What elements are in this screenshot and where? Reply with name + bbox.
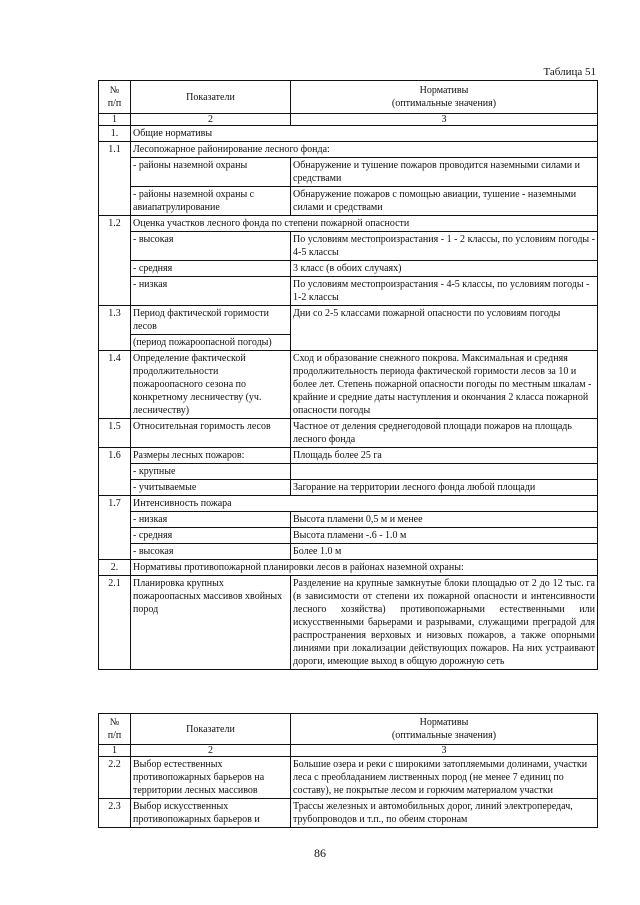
norm-cell: Высота пламени 0,5 м и менее xyxy=(291,512,598,528)
page-number: 86 xyxy=(314,846,326,860)
norm-cell: Обнаружение и тушение пожаров проводится наземными силами и средствами xyxy=(291,158,598,187)
indicator-cell: - высокая xyxy=(131,232,291,261)
column-numbers-row xyxy=(99,114,598,126)
norm-cell: Большие озера и реки с широкими затопляемыми долинами, участки леса с преобладанием лиственных пород (не менее 7 единиц по составу), не покрытые лесом и горючим материалом участки xyxy=(291,757,598,799)
col-number: 1 xyxy=(99,745,131,757)
section-title: Нормативы противопожарной планировки лесов в районах наземной охраны: xyxy=(131,560,598,576)
indicator-cell: - районы наземной охраны xyxy=(131,158,291,187)
indicator-cell: Относительная горимость лесов xyxy=(131,419,291,448)
table-row xyxy=(99,528,598,544)
indicator-cell: Период фактической горимости лесов xyxy=(131,306,291,335)
table-row xyxy=(99,757,598,799)
row-heading: Интенсивность пожара xyxy=(131,496,598,512)
norm-cell: По условиям местопроизрастания - 1 - 2 классы, по условиям погоды - 4-5 классы xyxy=(291,232,598,261)
table-row xyxy=(99,448,598,464)
table-row xyxy=(99,480,598,496)
table-row xyxy=(99,187,598,216)
norm-cell: Высота пламени -.6 - 1.0 м xyxy=(291,528,598,544)
norm-cell: По условиям местопроизрастания - 4-5 классы, по условиям погоды - 1-2 классы xyxy=(291,277,598,306)
indicator-cell: - крупные xyxy=(131,464,291,480)
table-row xyxy=(99,351,598,419)
table-row xyxy=(99,306,598,335)
column-numbers-row xyxy=(99,745,598,757)
header-num: № п/п xyxy=(99,714,131,745)
row-number: 1.6 xyxy=(99,448,131,496)
col-number: 3 xyxy=(291,114,598,126)
table-row xyxy=(99,126,598,142)
indicator-cell: (период пожароопасной погоды) xyxy=(131,335,291,351)
header-norms: Нормативы (оптимальные значения) xyxy=(291,81,598,114)
norm-cell: Частное от деления среднегодовой площади пожаров на площадь лесного фонда xyxy=(291,419,598,448)
row-number: 1.4 xyxy=(99,351,131,419)
table-row xyxy=(99,142,598,158)
indicator-cell: Планировка крупных пожароопасных массивов хвойных пород xyxy=(131,576,291,670)
indicator-cell: - низкая xyxy=(131,277,291,306)
table-row xyxy=(99,496,598,512)
header-num: № п/п xyxy=(99,81,131,114)
header-indicators: Показатели xyxy=(131,714,291,745)
row-number: 2.1 xyxy=(99,576,131,670)
norms-table-1 xyxy=(98,80,598,670)
table-row xyxy=(99,277,598,306)
indicator-cell: - высокая xyxy=(131,544,291,560)
indicator-cell: Определение фактической продолжительности пожароопасного сезона по конкретному лесничеству (уч. лесничеству) xyxy=(131,351,291,419)
row-number: 2. xyxy=(99,560,131,576)
col-number: 3 xyxy=(291,745,598,757)
col-number: 2 xyxy=(131,114,291,126)
indicator-cell: - низкая xyxy=(131,512,291,528)
row-number: 1.2 xyxy=(99,216,131,306)
table-row xyxy=(99,216,598,232)
indicator-cell: Выбор искусственных противопожарных барьеров и xyxy=(131,799,291,828)
norm-cell: Обнаружение пожаров с помощью авиации, тушение - наземными силами и средствами xyxy=(291,187,598,216)
norm-cell: Разделение на крупные замкнутые блоки площадью от 2 до 12 тыс. га (в зависимости от степени их пожарной опасности и интенсивности лесного хозяйства) противопожарными естественными или искусственными барьерами и разрывами, служащими преградой для распространения верховых и низовых пожаров, а также опорными линиями при локализации действующих пожаров. На них устраивают дороги, имеющие выход в общую дорожную сеть xyxy=(291,576,598,670)
norm-cell: Более 1.0 м xyxy=(291,544,598,560)
table-row xyxy=(99,576,598,670)
row-number: 1.5 xyxy=(99,419,131,448)
section-title: Общие нормативы xyxy=(131,126,598,142)
table-row xyxy=(99,158,598,187)
table-row xyxy=(99,261,598,277)
indicator-cell: Размеры лесных пожаров: xyxy=(131,448,291,464)
row-number: 2.2 xyxy=(99,757,131,799)
table-label: Таблица 51 xyxy=(543,66,596,78)
row-number: 1.1 xyxy=(99,142,131,216)
norm-cell: Дни со 2-5 классами пожарной опасности по условиям погоды xyxy=(291,306,598,351)
col-number: 1 xyxy=(99,114,131,126)
norm-cell: Трассы железных и автомобильных дорог, линий электропередач, трубопроводов и т.п., по обеим сторонам xyxy=(291,799,598,828)
norm-cell xyxy=(291,464,598,480)
indicator-cell: - учитываемые xyxy=(131,480,291,496)
table-row xyxy=(99,464,598,480)
norm-cell: Сход и образование снежного покрова. Максимальная и средняя продолжительность периода фактической горимости лесов за 10 и более лет. Степень пожарной опасности погоды по местным шкалам - крайние и средние даты наступления и окончания 2 класса пожарной опасности погоды xyxy=(291,351,598,419)
row-heading: Лесопожарное районирование лесного фонда: xyxy=(131,142,598,158)
table-row xyxy=(99,544,598,560)
row-heading: Оценка участков лесного фонда по степени пожарной опасности xyxy=(131,216,598,232)
header-row xyxy=(99,81,598,114)
header-row xyxy=(99,714,598,745)
norm-cell: 3 класс (в обоих случаях) xyxy=(291,261,598,277)
table-row xyxy=(99,560,598,576)
norms-table-2 xyxy=(98,713,598,828)
table-row xyxy=(99,512,598,528)
norm-cell: Площадь более 25 га xyxy=(291,448,598,464)
row-number: 1. xyxy=(99,126,131,142)
indicator-cell: - средняя xyxy=(131,261,291,277)
header-norms: Нормативы (оптимальные значения) xyxy=(291,714,598,745)
table-row xyxy=(99,799,598,828)
row-number: 1.3 xyxy=(99,306,131,351)
row-number: 1.7 xyxy=(99,496,131,560)
indicator-cell: Выбор естественных противопожарных барьеров на территории лесных массивов xyxy=(131,757,291,799)
row-number: 2.3 xyxy=(99,799,131,828)
indicator-cell: - районы наземной охраны с авиапатрулирование xyxy=(131,187,291,216)
table-row xyxy=(99,232,598,261)
col-number: 2 xyxy=(131,745,291,757)
table-row xyxy=(99,419,598,448)
norm-cell: Загорание на территории лесного фонда любой площади xyxy=(291,480,598,496)
indicator-cell: - средняя xyxy=(131,528,291,544)
header-indicators: Показатели xyxy=(131,81,291,114)
